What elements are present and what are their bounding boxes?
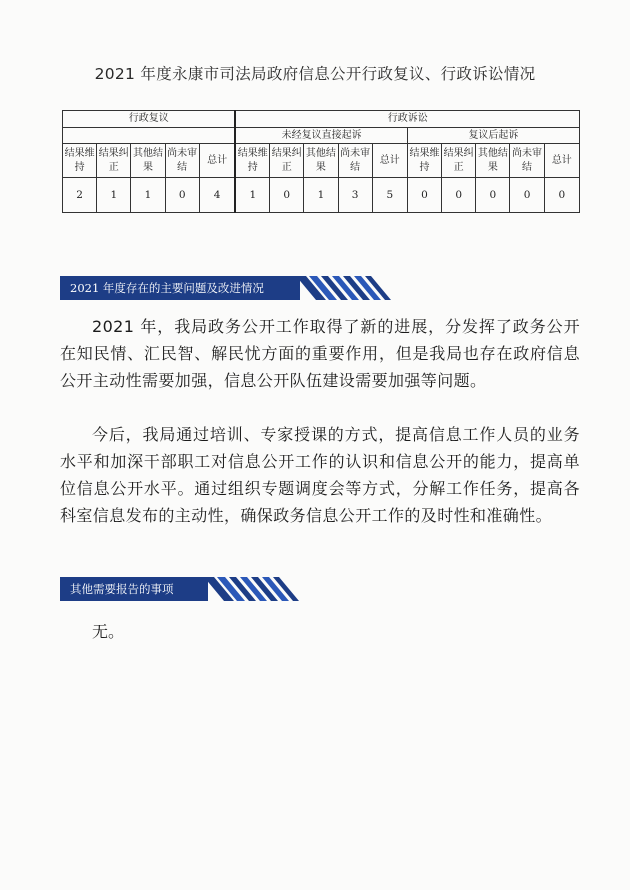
statistics-table bbox=[62, 110, 580, 213]
table-cell: 0 bbox=[407, 178, 441, 213]
column-header: 总计 bbox=[544, 144, 579, 178]
subgroup-direct-suit: 未经复议直接起诉 bbox=[235, 128, 407, 144]
column-header: 其他结果 bbox=[476, 144, 510, 178]
column-header: 其他结果 bbox=[131, 144, 165, 178]
subgroup-after-review: 复议后起诉 bbox=[407, 128, 579, 144]
table-cell: 2 bbox=[63, 178, 97, 213]
column-header: 尚未审结 bbox=[510, 144, 544, 178]
group-header-review: 行政复议 bbox=[63, 111, 236, 128]
column-header: 结果纠正 bbox=[270, 144, 304, 178]
table-cell: 5 bbox=[372, 178, 407, 213]
table-cell: 1 bbox=[304, 178, 338, 213]
table-cell: 4 bbox=[199, 178, 235, 213]
section-heading-problems: 2021 年度存在的主要问题及改进情况 bbox=[70, 281, 264, 295]
column-header: 结果纠正 bbox=[97, 144, 131, 178]
table-cell: 0 bbox=[510, 178, 544, 213]
column-header: 尚未审结 bbox=[338, 144, 372, 178]
review-spacer bbox=[63, 128, 236, 144]
table-cell: 3 bbox=[338, 178, 372, 213]
section-heading-other: 其他需要报告的事项 bbox=[70, 582, 174, 596]
banner-stripes-icon bbox=[190, 577, 300, 601]
table-cell: 0 bbox=[476, 178, 510, 213]
table-cell: 1 bbox=[235, 178, 269, 213]
paragraph: 2021 年，我局政务公开工作取得了新的进展，分发挥了政务公开在知民情、汇民智、解民忧方面的重要作用，但是我局也存在政府信息公开主动性需要加强，信息公开队伍建设需要加强等问题。 bbox=[60, 317, 580, 390]
table-cell: 1 bbox=[97, 178, 131, 213]
page-title: 2021 年度永康市司法局政府信息公开行政复议、行政诉讼情况 bbox=[94, 65, 536, 83]
column-header: 结果维持 bbox=[407, 144, 441, 178]
table-cell: 0 bbox=[270, 178, 304, 213]
other-matters-content: 无。 bbox=[92, 622, 125, 641]
column-header: 其他结果 bbox=[304, 144, 338, 178]
column-header: 结果纠正 bbox=[442, 144, 476, 178]
column-header: 结果维持 bbox=[235, 144, 269, 178]
banner-stripes-icon bbox=[282, 276, 392, 300]
column-header: 总计 bbox=[199, 144, 235, 178]
section-banner-problems bbox=[60, 276, 286, 300]
paragraph: 今后，我局通过培训、专家授课的方式，提高信息工作人员的业务水平和加深干部职工对信息公开工作的认识和信息公开的能力，提高单位信息公开水平。通过组织专题调度会等方式，分解工作任务，提高各科室信息发布的主动性，确保政务信息公开工作的及时性和准确性。 bbox=[60, 425, 580, 525]
column-header: 总计 bbox=[372, 144, 407, 178]
table-cell: 0 bbox=[544, 178, 579, 213]
column-header: 结果维持 bbox=[63, 144, 97, 178]
column-header: 尚未审结 bbox=[165, 144, 199, 178]
group-header-litigation: 行政诉讼 bbox=[235, 111, 579, 128]
table-cell: 0 bbox=[442, 178, 476, 213]
section-banner-other bbox=[60, 577, 194, 601]
table-cell: 1 bbox=[131, 178, 165, 213]
table-cell: 0 bbox=[165, 178, 199, 213]
